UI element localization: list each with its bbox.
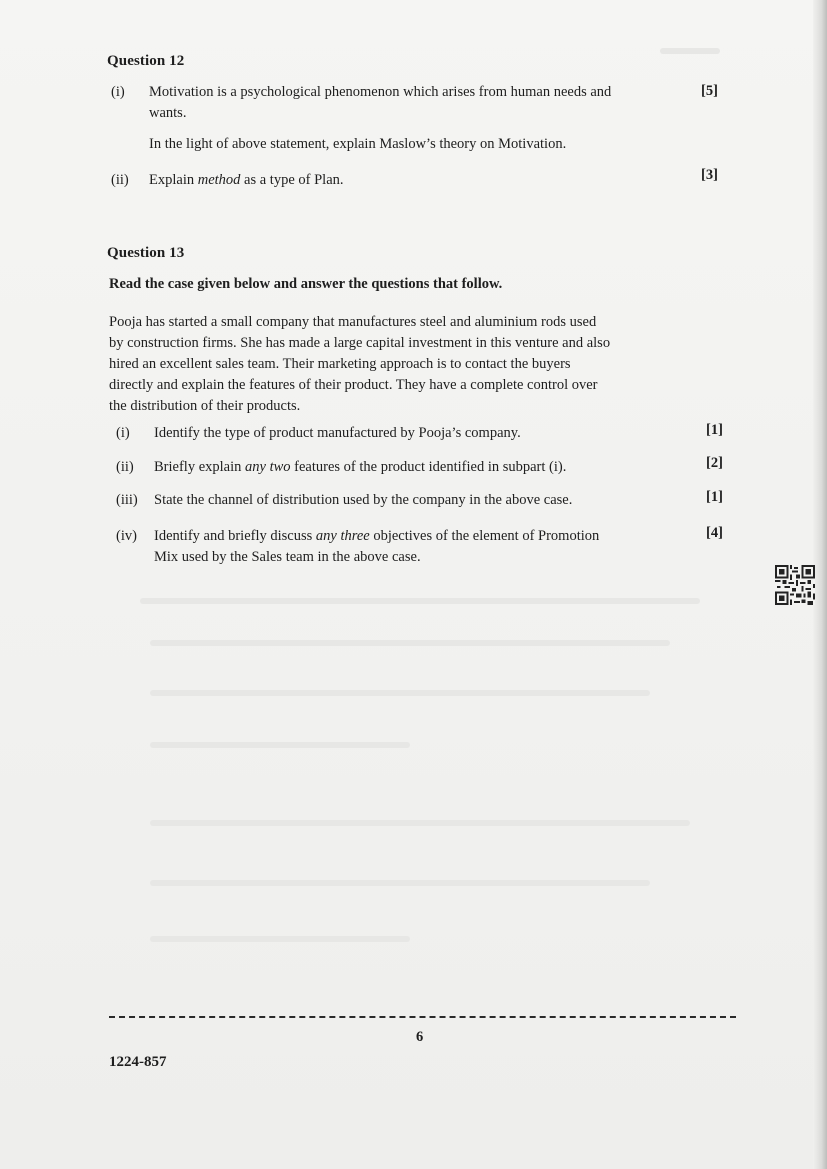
part-text-line — [154, 526, 599, 547]
question-13-part-ii — [116, 457, 696, 478]
bleed-through — [150, 690, 650, 696]
qr-code-icon — [775, 565, 815, 605]
part-number: (iii) — [116, 492, 138, 508]
part-number: (iv) — [116, 528, 137, 544]
part-text: features of the product identified in subpart (i). — [290, 459, 567, 475]
part-text-line: wants. — [149, 105, 187, 121]
part-number: (i) — [111, 84, 125, 100]
question-13-part-iii — [116, 490, 696, 511]
part-text: Identify and briefly discuss — [154, 528, 316, 544]
part-text-line: Mix used by the Sales team in the above case. — [154, 549, 421, 565]
case-line: directly and explain the features of their product. They have a complete control over — [109, 377, 598, 393]
bleed-through — [150, 640, 670, 646]
part-text-line: In the light of above statement, explain Maslow’s theory on Motivation. — [149, 136, 567, 152]
part-text-line: State the channel of distribution used by the company in the above case. — [154, 492, 573, 508]
part-text-line — [154, 457, 566, 478]
question-13-heading: Question 13 — [107, 245, 185, 261]
bleed-through — [140, 598, 700, 604]
part-number: (ii) — [111, 172, 129, 188]
question-12-heading: Question 12 — [107, 53, 185, 69]
page-number: 6 — [416, 1029, 424, 1045]
part-text-line — [149, 170, 344, 191]
question-12-part-i — [111, 82, 691, 152]
bleed-through — [150, 742, 410, 748]
bleed-through — [150, 880, 650, 886]
question-13-part-i-marks: [1] — [706, 422, 723, 438]
case-line: hired an excellent sales team. Their marketing approach is to contact the buyers — [109, 356, 571, 372]
bleed-through — [150, 936, 410, 942]
bleed-through — [660, 48, 720, 54]
case-line: the distribution of their products. — [109, 398, 301, 414]
question-13-part-ii-marks: [2] — [706, 455, 723, 471]
part-emphasis: any three — [315, 528, 370, 544]
part-number: (ii) — [116, 459, 134, 475]
question-13-part-iv-marks: [4] — [706, 525, 723, 541]
case-line: Pooja has started a small company that manufactures steel and aluminium rods used — [109, 314, 597, 330]
question-13-part-i — [116, 423, 696, 444]
page-edge-shadow — [813, 0, 827, 1169]
part-emphasis: any two — [245, 459, 291, 475]
part-text: Explain — [149, 172, 198, 188]
case-line: by construction firms. She has made a large capital investment in this venture and also — [109, 335, 611, 351]
paper-code: 1224-857 — [109, 1054, 167, 1070]
question-12-part-ii-marks: [3] — [701, 167, 718, 183]
case-paragraph — [109, 312, 681, 417]
part-text-line: Motivation is a psychological phenomenon which arises from human needs and — [149, 84, 612, 100]
part-number: (i) — [116, 425, 130, 441]
footer-divider — [109, 1016, 736, 1018]
part-text-line: Identify the type of product manufactured by Pooja’s company. — [154, 425, 521, 441]
case-instruction: Read the case given below and answer the questions that follow. — [109, 276, 503, 292]
part-text: Briefly explain — [154, 459, 246, 475]
question-12-part-i-marks: [5] — [701, 83, 718, 99]
question-13-part-iii-marks: [1] — [706, 489, 723, 505]
question-13-part-iv — [116, 526, 696, 568]
part-text: as a type of Plan. — [240, 172, 344, 188]
bleed-through — [150, 820, 690, 826]
part-text: objectives of the element of Promotion — [369, 528, 600, 544]
question-12-part-ii — [111, 170, 691, 191]
part-emphasis: method — [197, 172, 241, 188]
